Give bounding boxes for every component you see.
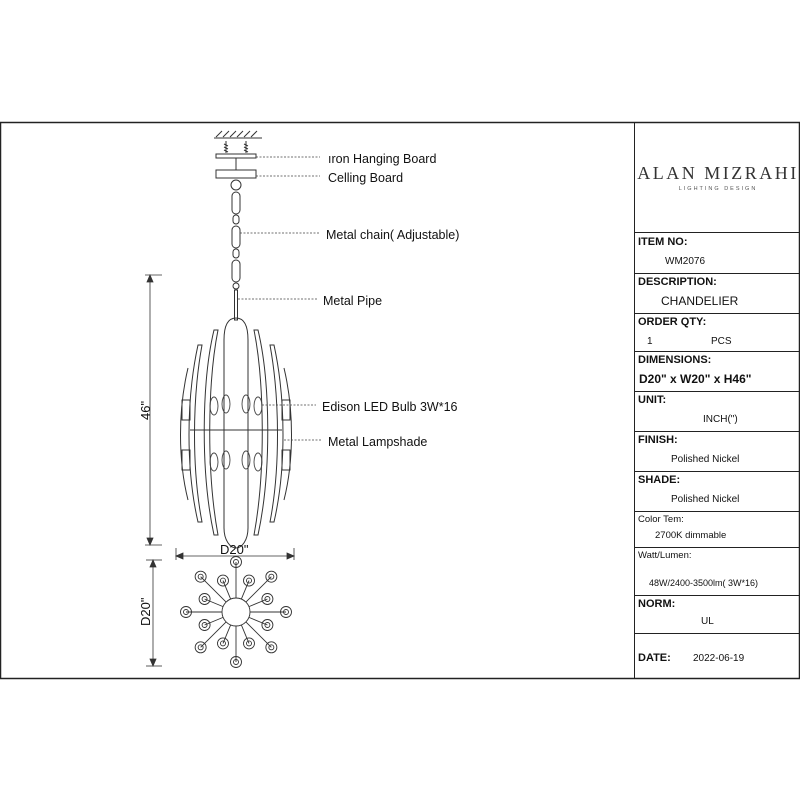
top-view-arm (249, 599, 267, 607)
top-view-arm (241, 625, 249, 643)
top-view-arm (223, 581, 231, 599)
ceiling-hatch (214, 131, 262, 138)
spec-unit-row (635, 392, 800, 432)
spec-watt-lumen (635, 548, 800, 596)
spec-finish (635, 432, 800, 472)
top-view-center (222, 598, 250, 626)
spec-label: UNIT: (638, 394, 667, 406)
spec-norm (635, 596, 800, 634)
metal-chain (231, 180, 241, 289)
spec-label: NORM: (638, 598, 676, 610)
brand-logo (635, 122, 800, 233)
spec-value: UL (701, 616, 714, 627)
spec-dimensions (635, 352, 800, 392)
spec-label: DESCRIPTION: (638, 276, 717, 288)
spec-color-temp (635, 512, 800, 548)
spec-value: 2700K dimmable (655, 530, 727, 541)
spec-shade (635, 472, 800, 512)
spec-value: INCH(") (703, 414, 738, 425)
spec-unit: PCS (711, 336, 732, 347)
top-view-arm (205, 617, 223, 625)
spec-value: Polished Nickel (671, 494, 740, 505)
top-view-arm (205, 599, 223, 607)
leader-lines (238, 157, 322, 440)
callout-bulb: Edison LED Bulb 3W*16 (322, 400, 458, 414)
spec-label: Watt/Lumen: (638, 550, 692, 561)
spec-label: Color Tem: (638, 514, 684, 525)
spec-item-no (635, 234, 800, 274)
callout-ceiling-board: Celling Board (328, 171, 404, 185)
spec-order-qty (635, 314, 800, 352)
iron-hanging-board (216, 141, 256, 170)
spec-label: SHADE: (638, 474, 681, 486)
height-dimension-label: 46" (138, 400, 153, 420)
metal-pipe (235, 290, 238, 320)
spec-value: CHANDELIER (661, 294, 739, 308)
spec-label: ORDER QTY: (638, 316, 707, 328)
spec-description (635, 274, 800, 314)
title-block (634, 122, 800, 678)
spec-label: FINISH: (638, 434, 678, 446)
callout-pipe: Metal Pipe (323, 294, 383, 308)
width-dimension-label: D20" (220, 542, 249, 557)
top-view-arm (223, 625, 231, 643)
spec-label: ITEM NO: (638, 236, 688, 248)
top-view (181, 557, 292, 668)
top-view-arm (249, 617, 267, 625)
brand-subtitle: LIGHTING DESIGN (678, 185, 758, 192)
chandelier-body (181, 318, 292, 548)
brand-name: ALAN MIZRAHI (637, 162, 799, 183)
depth-dimension-label: D20" (138, 597, 153, 626)
spec-date (635, 634, 800, 678)
top-view-arm (241, 581, 249, 599)
spec-value: 1 (647, 336, 653, 347)
callout-hanging-board: ıron Hanging Board (328, 152, 437, 166)
callout-lampshade: Metal Lampshade (328, 435, 428, 449)
spec-value: D20" x W20" x H46" (639, 372, 752, 386)
spec-value: 2022-06-19 (693, 653, 745, 664)
spec-label: DATE: (638, 652, 671, 664)
spec-label: DIMENSIONS: (638, 354, 712, 366)
edison-led-bulbs (210, 395, 262, 471)
spec-value: Polished Nickel (671, 454, 740, 465)
spec-value: WM2076 (665, 256, 706, 267)
ceiling-board (216, 170, 256, 178)
callout-chain: Metal chain( Adjustable) (326, 228, 460, 242)
spec-value: 48W/2400-3500lm( 3W*16) (649, 578, 759, 588)
